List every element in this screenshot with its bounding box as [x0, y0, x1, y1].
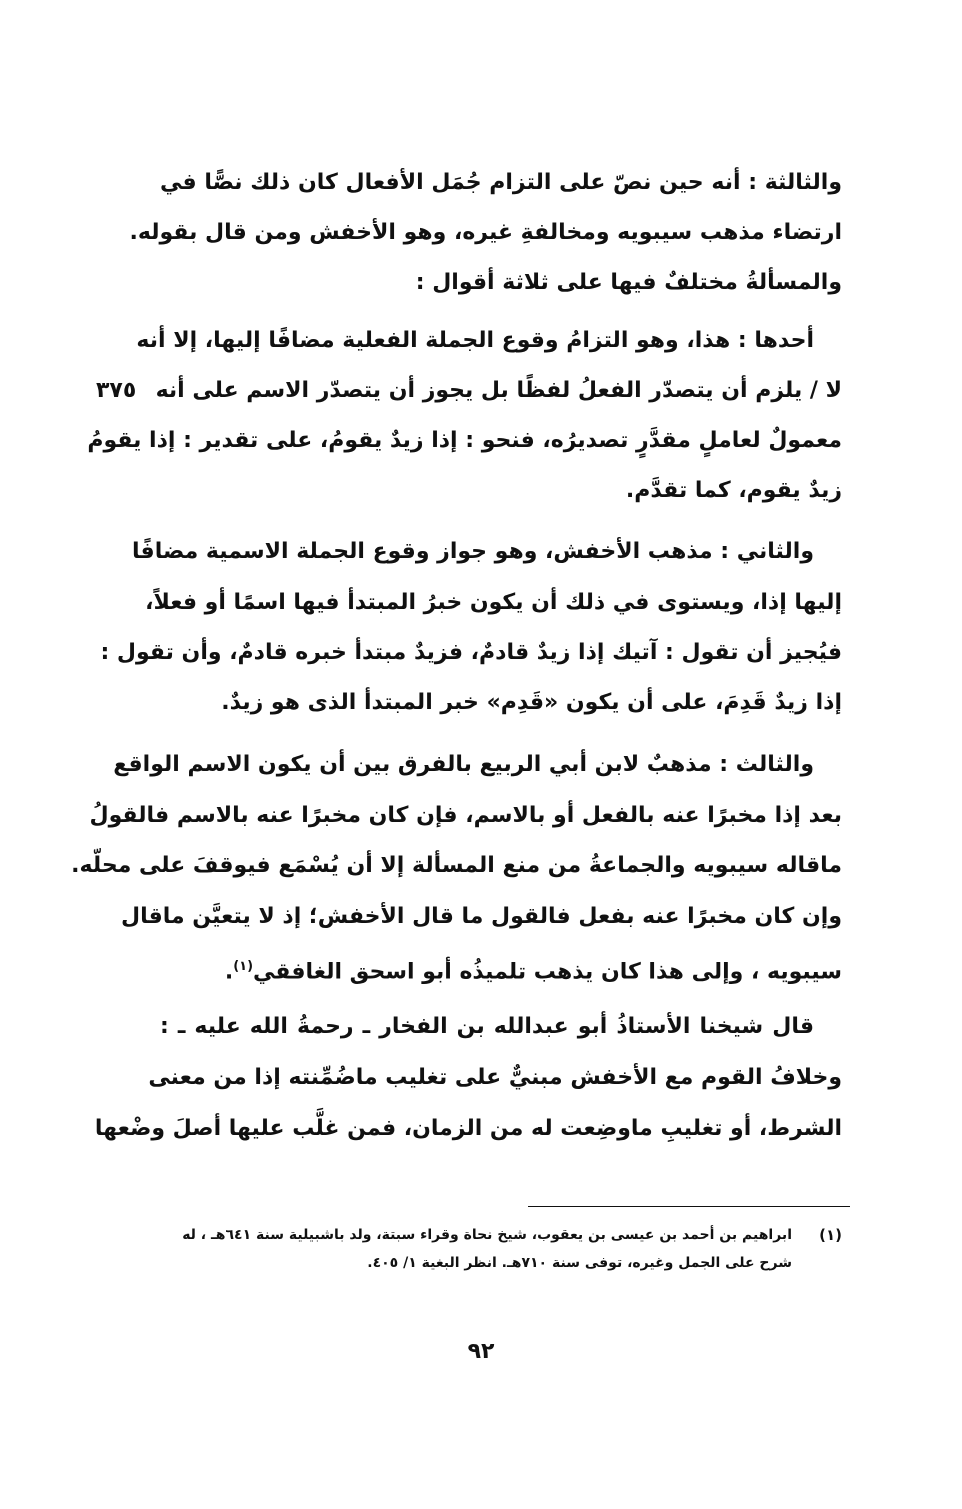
paragraph-line-with-footnote — [160, 942, 842, 992]
line-end-period: . — [224, 959, 234, 985]
paragraph-line: إليها إذا، ويستوى في ذلك أن يكون خبرُ المبتدأ فيها اسمًا أو فعلاً، — [145, 590, 842, 615]
page-number: ٩٢ — [467, 1339, 495, 1364]
paragraph-line: فيُجيز أن تقول : آتيك إذا زيدٌ قادمٌ، فزيدٌ مبتدأ خبره قادمٌ، وأن تقول : — [100, 640, 842, 665]
paragraph-line: ماقاله سيبويه والجماعةُ من منع المسألة إلا أن يُسْمَع فيوقفَ على محلّه. — [71, 853, 842, 878]
margin-page-reference: ٣٧٥ — [96, 378, 137, 403]
paragraph-line: والمسألةُ مختلفٌ فيها على ثلاثة أقوال : — [415, 270, 842, 295]
paragraph-line: الشرط، أو تغليبِ ماوضِعت له من الزمان، فمن غلَّب عليها أصلَ وضْعها — [94, 1116, 842, 1141]
paragraph-line: إذا زيدٌ قَدِمَ، على أن يكون «قَدِم» خبر المبتدأ الذى هو زيدٌ. — [221, 690, 842, 715]
footnote-reference[interactable]: (١) — [233, 959, 254, 974]
paragraph-line: قال شيخنا الأستاذُ أبو عبدالله بن الفخار ـ رحمةُ الله عليه ـ : — [160, 1014, 814, 1039]
footnote-line: ابراهيم بن أحمد بن عيسى بن يعقوب، شيخ نحاة وقراء سبتة، ولد باشبيلية سنة ٦٤١هـ ، له — [182, 1227, 792, 1243]
paragraph-line: بعد إذا مخبرًا عنه بالفعل أو بالاسم، فإن كان مخبرًا عنه بالاسم فالقولُ — [89, 803, 842, 828]
footnote-divider — [528, 1206, 850, 1207]
paragraph-line: والثالثة : أنه حين نصّ على التزام جُمَل الأفعال كان ذلك نصًّا في — [160, 170, 842, 195]
paragraph-line-text: سيبويه ، وإلى هذا كان يذهب تلميذُه أبو اسحق الغافقي — [253, 959, 842, 985]
footnote-marker: (١) — [819, 1226, 842, 1244]
paragraph-line: وخلافُ القوم مع الأخفش مبنيٌّ على تغليب ماضُمِّنته إذا من معنى — [148, 1065, 842, 1090]
paragraph-line: ارتضاء مذهب سيبويه ومخالفةِ غيره، وهو الأخفش ومن قال بقوله. — [129, 220, 842, 245]
paragraph-line: وإن كان مخبرًا عنه بفعل فالقول ما قال الأخفش؛ إذ لا يتعيَّن ماقال — [121, 904, 842, 929]
paragraph-line: والثاني : مذهب الأخفش، وهو جواز وقوع الجملة الاسمية مضافًا — [132, 539, 814, 564]
paragraph-line: والثالث : مذهبٌ لابن أبي الربيع بالفرق بين أن يكون الاسم الواقع — [113, 752, 814, 777]
paragraph-line: أحدها : هذا، وهو التزامُ وقوع الجملة الفعلية مضافًا إليها، إلا أنه — [136, 328, 814, 353]
paragraph-line: لا / يلزم أن يتصدّر الفعلُ لفظًا بل يجوز أن يتصدّر الاسم على أنه — [155, 378, 842, 403]
footnote-line: شرح على الجمل وغيره، توفى سنة ٧١٠هـ. انظر البغية ١/ ٤٠٥. — [367, 1255, 792, 1271]
paragraph-line: معمولٌ لعاملٍ مقدَّرٍ تصديرُه، فنحو : إذا زيدٌ يقومُ، على تقدير : إذا يقومُ — [87, 428, 842, 453]
paragraph-line: زيدٌ يقوم، كما تقدَّم. — [625, 478, 842, 503]
